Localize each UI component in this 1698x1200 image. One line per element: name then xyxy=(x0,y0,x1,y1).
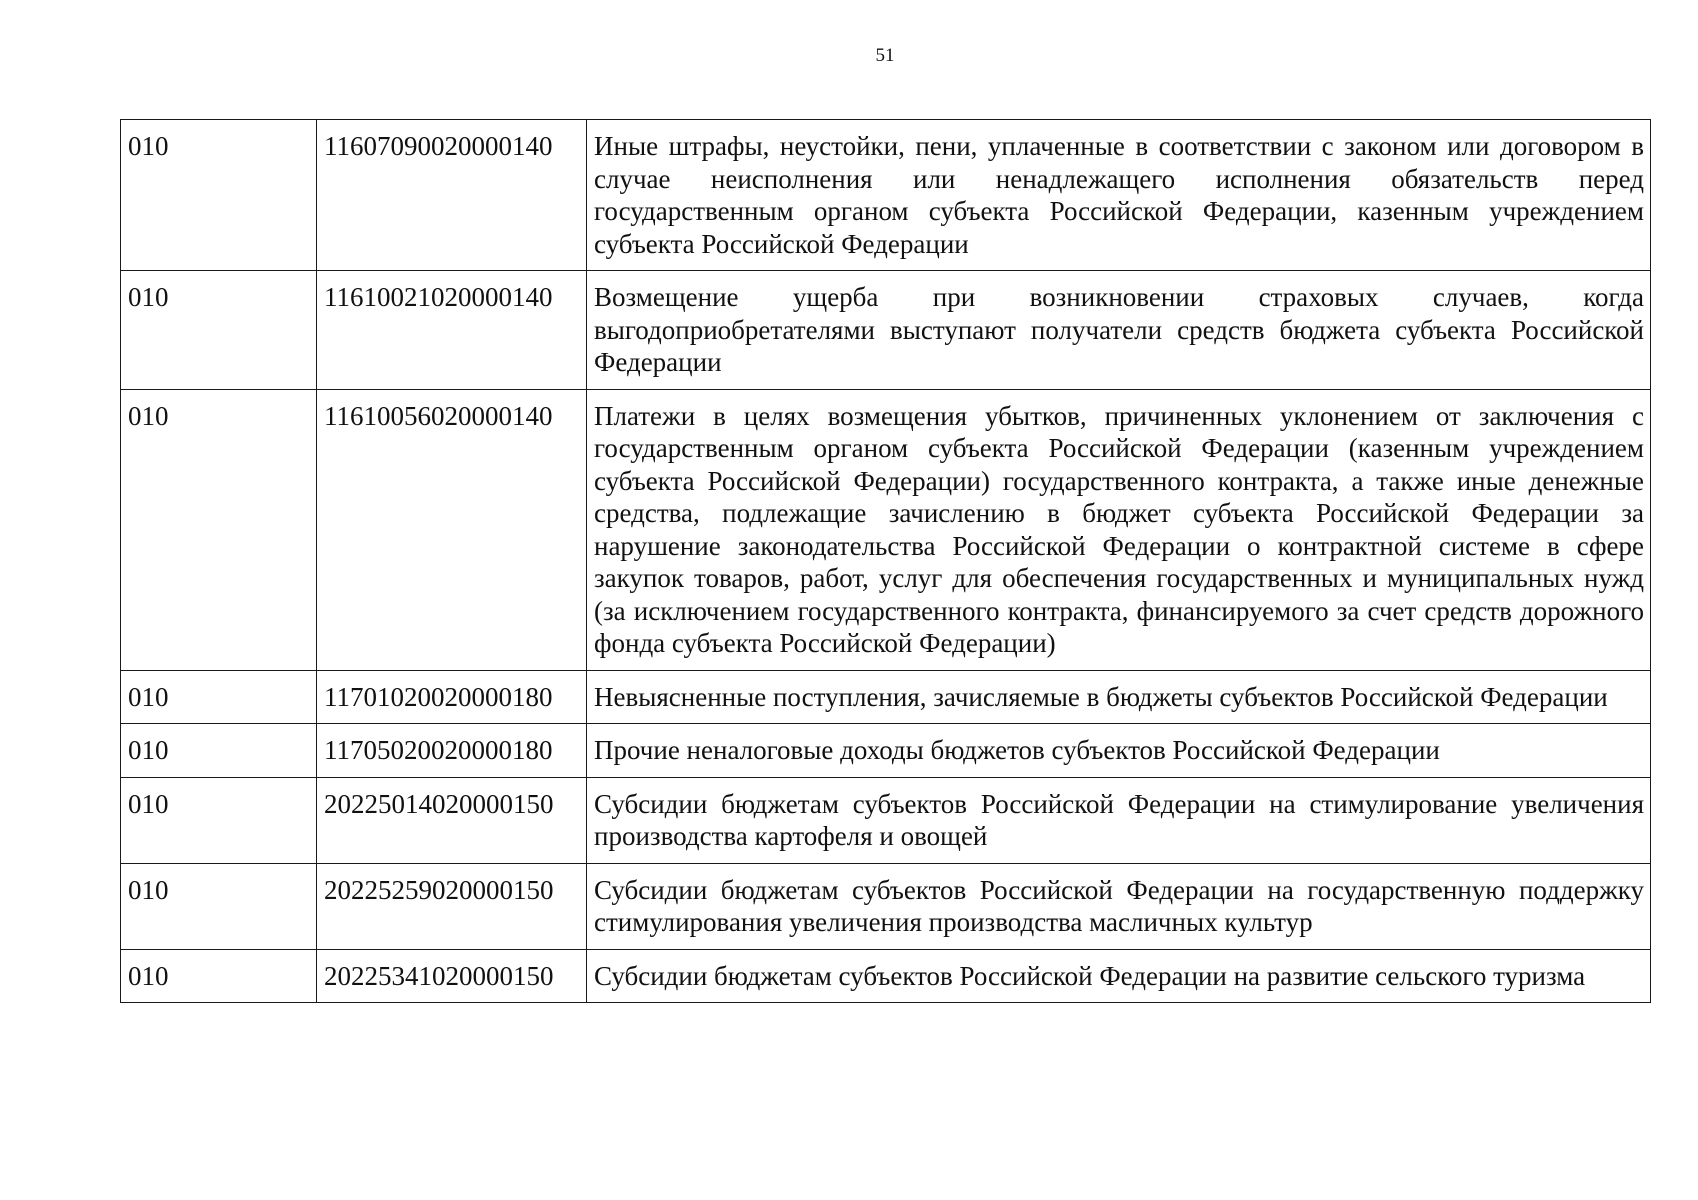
kbk-code-cell: 11705020020000180 xyxy=(317,724,587,778)
kbk-code-cell: 11610056020000140 xyxy=(317,389,587,670)
kbk-code-cell: 20225014020000150 xyxy=(317,777,587,863)
description-cell: Субсидии бюджетам субъектов Российской Федерации на развитие сельского туризма xyxy=(587,949,1651,1003)
income-codes-table xyxy=(120,119,1651,1003)
table-row xyxy=(121,120,1651,271)
admin-code-cell: 010 xyxy=(121,389,317,670)
kbk-code-cell: 11607090020000140 xyxy=(317,120,587,271)
table-row xyxy=(121,724,1651,778)
table-row xyxy=(121,777,1651,863)
table-row xyxy=(121,949,1651,1003)
page-number: 51 xyxy=(875,45,895,66)
kbk-code-cell: 20225259020000150 xyxy=(317,863,587,949)
admin-code-cell: 010 xyxy=(121,949,317,1003)
description-cell: Субсидии бюджетам субъектов Российской Федерации на государственную поддержку стимулирования увеличения производства масличных культур xyxy=(587,863,1651,949)
table-row xyxy=(121,863,1651,949)
description-cell: Возмещение ущерба при возникновении страховых случаев, когда выгодоприобретателями выступают получатели средств бюджета субъекта Российской Федерации xyxy=(587,271,1651,390)
table-row xyxy=(121,271,1651,390)
description-cell: Платежи в целях возмещения убытков, причиненных уклонением от заключения с государственным органом субъекта Российской Федерации (казенным учреждением субъекта Российской Федерации) государственного контракта, а также иные денежные средства, подлежащие зачислению в бюджет субъекта Российской Федерации за нарушение законодательства Российской Федерации о контрактной системе в сфере закупок товаров, работ, услуг для обеспечения государственных и муниципальных нужд (за исключением государственного контракта, финансируемого за счет средств дорожного фонда субъекта Российской Федерации) xyxy=(587,389,1651,670)
description-cell: Иные штрафы, неустойки, пени, уплаченные в соответствии с законом или договором в случае неисполнения или ненадлежащего исполнения обязательств перед государственным органом субъекта Российской Федерации, казенным учреждением субъекта Российской Федерации xyxy=(587,120,1651,271)
kbk-code-cell: 11701020020000180 xyxy=(317,670,587,724)
admin-code-cell: 010 xyxy=(121,777,317,863)
description-cell: Невыясненные поступления, зачисляемые в бюджеты субъектов Российской Федерации xyxy=(587,670,1651,724)
table-row xyxy=(121,670,1651,724)
description-cell: Субсидии бюджетам субъектов Российской Федерации на стимулирование увеличения производства картофеля и овощей xyxy=(587,777,1651,863)
admin-code-cell: 010 xyxy=(121,120,317,271)
admin-code-cell: 010 xyxy=(121,271,317,390)
kbk-code-cell: 20225341020000150 xyxy=(317,949,587,1003)
description-cell: Прочие неналоговые доходы бюджетов субъектов Российской Федерации xyxy=(587,724,1651,778)
table-row xyxy=(121,389,1651,670)
admin-code-cell: 010 xyxy=(121,724,317,778)
admin-code-cell: 010 xyxy=(121,863,317,949)
admin-code-cell: 010 xyxy=(121,670,317,724)
kbk-code-cell: 11610021020000140 xyxy=(317,271,587,390)
